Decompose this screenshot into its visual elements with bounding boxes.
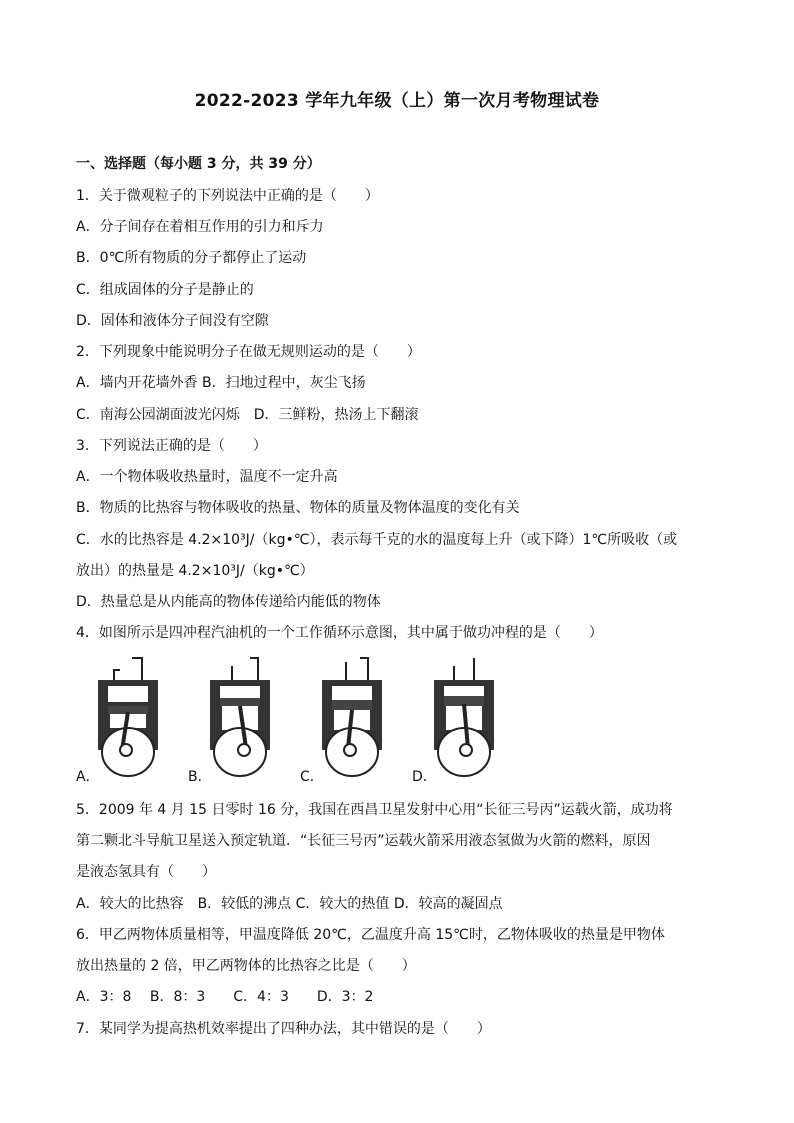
engine-b-label: B． [188, 769, 212, 785]
engine-c [300, 650, 380, 790]
question-6-cont: 放出热量的 2 倍，甲乙两物体的比热容之比是（ ） [76, 958, 416, 974]
question-5-cont: 第二颗北斗导航卫星送入预定轨道．“长征三号丙”运载火箭采用液态氢做为火箭的燃料，原因 [76, 833, 651, 849]
question-7: 7．某同学为提高热机效率提出了四种办法，其中错误的是（ ） [76, 1021, 491, 1037]
page-title: 2022-2023 学年九年级（上）第一次月考物理试卷 [194, 91, 600, 111]
option-3d: D．热量总是从内能高的物体传递给内能低的物体 [76, 594, 381, 610]
engine-d-diagram [434, 656, 494, 780]
options-5: A．较大的比热容 B．较低的沸点 C．较大的热值 D．较高的凝固点 [76, 896, 503, 912]
options-2ab: A．墙内开花墙外香 B．扫地过程中，灰尘飞扬 [76, 375, 366, 391]
option-1a: A．分子间存在着相互作用的引力和斥力 [76, 219, 324, 235]
engine-b-diagram [210, 656, 270, 780]
options-6: A．3：8 B．8：3 C．4：3 D．3：2 [76, 989, 374, 1005]
engine-a [76, 650, 156, 790]
question-4: 4．如图所示是四冲程汽油机的一个工作循环示意图，其中属于做功冲程的是（ ） [76, 625, 603, 641]
engine-c-diagram [322, 656, 382, 780]
engine-a-label: A． [76, 769, 100, 785]
option-1c: C．组成固体的分子是静止的 [76, 282, 254, 298]
engine-b [188, 650, 268, 790]
question-3: 3．下列说法正确的是（ ） [76, 438, 267, 454]
question-1: 1．关于微观粒子的下列说法中正确的是（ ） [76, 188, 379, 204]
option-3c-cont: 放出）的热量是 4.2×10³J/（kg•℃） [76, 563, 314, 579]
option-3a: A．一个物体吸收热量时，温度不一定升高 [76, 469, 338, 485]
question-5: 5．2009 年 4 月 15 日零时 16 分，我国在西昌卫星发射中心用“长征三号丙”运载火箭，成功将 [76, 802, 673, 818]
question-5-cont2: 是液态氢具有（ ） [76, 864, 216, 880]
option-3b: B．物质的比热容与物体吸收的热量、物体的质量及物体温度的变化有关 [76, 500, 520, 516]
option-1d: D．固体和液体分子间没有空隙 [76, 313, 269, 329]
engine-d-label: D． [412, 769, 437, 785]
option-3c: C．水的比热容是 4.2×10³J/（kg•℃），表示每千克的水的温度每上升（或下降）1℃所吸收（或 [76, 532, 678, 548]
engine-c-label: C． [300, 769, 324, 785]
engine-a-diagram [98, 656, 158, 780]
section-heading: 一、选择题（每小题 3 分，共 39 分） [76, 156, 321, 172]
question-6: 6．甲乙两物体质量相等，甲温度降低 20℃，乙温度升高 15℃时，乙物体吸收的热量是甲物体 [76, 927, 665, 943]
engine-d [412, 650, 492, 790]
engine-figures [76, 650, 496, 790]
question-2: 2．下列现象中能说明分子在做无规则运动的是（ ） [76, 344, 421, 360]
options-2cd: C．南海公园湖面波光闪烁 D．三鲜粉，热汤上下翻滚 [76, 407, 419, 423]
option-1b: B．0℃所有物质的分子都停止了运动 [76, 250, 307, 266]
